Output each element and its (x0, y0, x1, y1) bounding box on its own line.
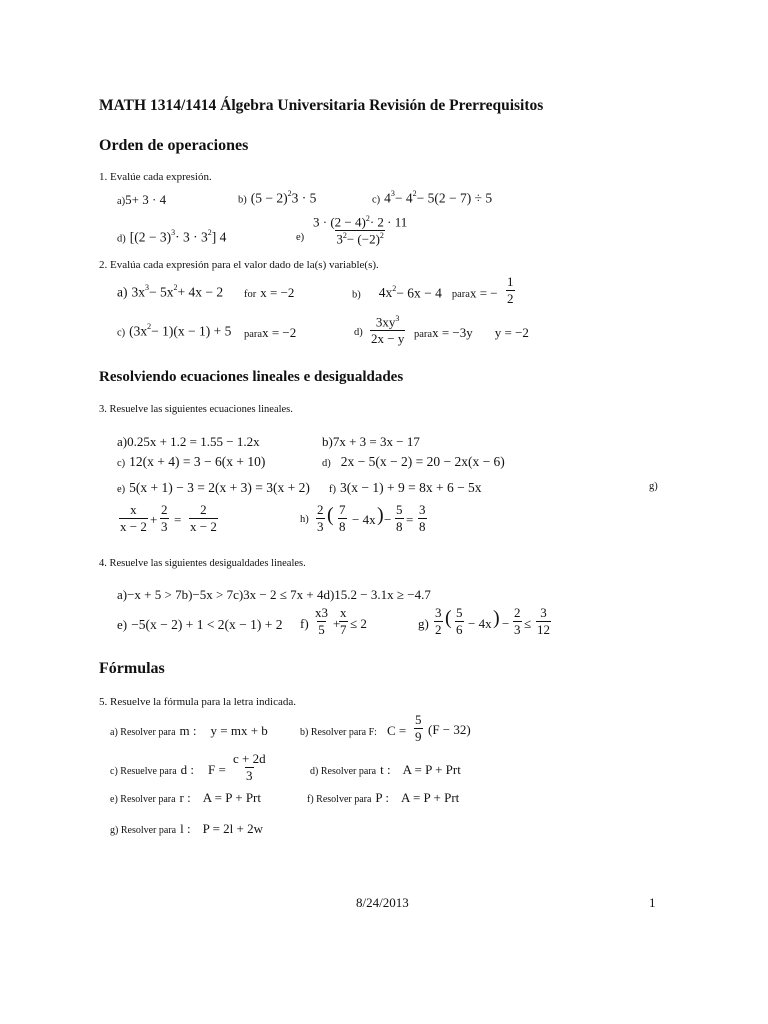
numerator: 3 (419, 502, 426, 517)
expression: 3x (131, 284, 145, 300)
problem-4f-label: f) (300, 616, 309, 631)
denominator: 2x − y (371, 331, 405, 347)
problem-4g-fraction-3 (513, 606, 522, 638)
para-label: para (451, 289, 470, 301)
relation: ≤ (524, 616, 532, 631)
expression: −5(x − 2) + 1 < 2(x − 1) + 2 (131, 617, 283, 632)
condition: x = − (469, 285, 498, 301)
denominator: 6 (456, 621, 463, 637)
denominator: x − 2 (190, 518, 217, 534)
expression: 3(x − 1) + 9 = 8x + 6 − 5x (340, 480, 482, 495)
label: e) Resolver para (110, 794, 176, 805)
problem-3h-fraction-2 (338, 503, 347, 535)
problem-1d (117, 228, 226, 246)
numerator: x3 (315, 605, 328, 620)
problem-3-instructions: 3. Resuelve las siguientes ecuaciones lineales. (99, 404, 293, 415)
expression: (3x (129, 323, 148, 339)
condition: y = −2 (494, 325, 529, 340)
problem-2b (352, 284, 498, 302)
problem-4g-fraction-2 (455, 606, 464, 638)
problem-1b (238, 189, 316, 207)
num-part: 3 · (2 − 4) (313, 214, 366, 230)
problem-5b-fraction (414, 713, 423, 745)
label: a) (117, 284, 128, 300)
problem-2d-label: d) (354, 327, 363, 338)
open-paren: ( (327, 504, 334, 526)
problem-3h-fraction-4 (418, 503, 427, 535)
problem-4e (117, 616, 283, 634)
problem-5d (310, 761, 461, 779)
expression: 5+ 3 · 4 (125, 192, 167, 207)
exponent: 2 (379, 231, 384, 241)
expression-rest: (F − 32) (428, 722, 471, 737)
denominator: 3 (161, 518, 168, 534)
problem-1a (117, 192, 166, 208)
exponent: 2 (342, 231, 347, 241)
problem-2-instructions: 2. Evalúa cada expresión para el valor dado de la(s) variable(s). (99, 259, 379, 271)
section-heading-orden: Orden de operaciones (99, 137, 249, 154)
expression: (5 − 2) (250, 190, 288, 206)
denominator: 2 (507, 290, 514, 306)
numerator: 2 (161, 502, 168, 517)
variable: P : (375, 790, 390, 805)
close-paren: ) (377, 504, 384, 526)
denominator: 3 (246, 767, 253, 783)
label: c) (117, 458, 126, 469)
relation: ≤ 2 (350, 616, 367, 631)
expression: C = (386, 723, 407, 738)
term: − 5x (149, 284, 174, 300)
condition: x = −3y (432, 325, 473, 340)
term: · 3 · 3 (175, 229, 208, 245)
expression: F = (208, 762, 226, 777)
numerator (375, 314, 401, 330)
expression-rest: − 6x − 4 (396, 285, 442, 301)
problem-3d (322, 453, 505, 471)
problem-2b-fraction (506, 275, 515, 307)
problem-5a (110, 722, 268, 740)
problem-3f (329, 479, 482, 497)
problem-4g-fraction-1 (434, 606, 443, 638)
label: d) (117, 233, 126, 245)
problem-1-instructions: 1. Evalúe cada expresión. (99, 171, 212, 183)
numerator: 2 (514, 605, 521, 620)
problem-3b: b)7x + 3 = 3x − 17 (322, 434, 420, 449)
problem-4f-fraction-1 (314, 606, 329, 638)
problem-5f (307, 789, 459, 807)
exponent: 2 (207, 228, 212, 237)
problem-5-instructions: 5. Resuelve la fórmula para la letra indicada. (99, 696, 296, 708)
problem-2c-condition (244, 324, 296, 342)
numerator: 5 (415, 712, 422, 727)
problem-3e (117, 479, 310, 497)
numerator: 3 (540, 605, 547, 620)
problem-4-instructions: 4. Resuelve las siguientes desigualdades lineales. (99, 558, 306, 569)
variable: r : (179, 790, 191, 805)
problem-3a: a)0.25x + 1.2 = 1.55 − 1.2x (117, 434, 260, 449)
problem-3h-fraction-3 (395, 503, 404, 535)
for-label: for (244, 289, 257, 300)
problem-4g-label: g) (418, 616, 429, 631)
exponent: 2 (412, 189, 417, 198)
label: a) (117, 196, 126, 207)
numerator: x (130, 502, 137, 517)
problem-1e-label: e) (296, 232, 305, 243)
denominator: 8 (396, 518, 403, 534)
problem-3g-label: g) (649, 481, 658, 492)
numerator: x (340, 605, 347, 620)
denominator (335, 230, 385, 247)
numerator: 2 (317, 502, 324, 517)
close-paren: ) (493, 607, 500, 629)
label: c) (372, 194, 381, 206)
equals-sign: = (174, 512, 182, 527)
expression: A = P + Prt (401, 790, 460, 805)
condition: x = −2 (260, 285, 295, 300)
variable: l : (180, 821, 191, 836)
exponent: 3 (390, 189, 395, 198)
page-number: 1 (649, 895, 656, 910)
expression: 4x (378, 285, 393, 301)
label: b) Resolver para F: (300, 727, 377, 738)
exponent: 2 (173, 283, 178, 292)
expression-rest: + 4x − 2 (177, 284, 224, 300)
equals-sign: = (406, 512, 414, 527)
numerator: 2 (200, 502, 207, 517)
num-rest: · 2 · 11 (369, 214, 408, 230)
denominator: x − 2 (120, 518, 147, 534)
numerator: 1 (507, 274, 514, 289)
plus-sign: + (333, 616, 341, 631)
denominator: 12 (537, 621, 550, 637)
problem-2a (117, 283, 223, 301)
label: c) (117, 327, 126, 339)
numerator: c + 2d (233, 751, 266, 766)
numerator: 3 (435, 605, 442, 620)
exponent: 2 (287, 189, 292, 198)
den-part: 3 (336, 231, 343, 247)
expression: P = 2l + 2w (202, 821, 263, 836)
footer-date: 8/24/2013 (356, 895, 409, 910)
problem-5c (110, 761, 226, 779)
expression: A = P + Prt (202, 790, 261, 805)
minus-sign: − (384, 512, 392, 527)
problem-1e-fraction (312, 214, 408, 247)
denominator: 9 (415, 728, 422, 744)
term: − 4x (352, 512, 376, 527)
num-part: 3xy (375, 314, 396, 330)
exponent: 2 (365, 214, 370, 223)
expression-rest: − 1)(x − 1) + 5 (151, 323, 232, 339)
problem-2d-condition (414, 324, 529, 342)
open-paren: ( (445, 607, 452, 629)
denominator: 8 (419, 518, 426, 534)
problem-4-abcd: a)−x + 5 > 7b)−5x > 7c)3x − 2 ≤ 7x + 4d)15.2 − 3.1x ≥ −4.7 (117, 587, 431, 602)
problem-3h-fraction-1 (316, 503, 325, 535)
numerator: 7 (339, 502, 346, 517)
problem-4f-fraction-2 (339, 606, 348, 638)
problem-5c-fraction (232, 752, 267, 784)
problem-3g-fraction-3 (189, 503, 218, 535)
expression-rest: − 5(2 − 7) ÷ 5 (416, 190, 493, 206)
label: d) (322, 458, 331, 469)
denominator: 5 (318, 621, 325, 637)
problem-5e (110, 789, 261, 807)
denominator: 3 (514, 621, 521, 637)
denominator: 3 (317, 518, 324, 534)
base: 4 (384, 190, 391, 206)
exponent: 2 (147, 322, 152, 331)
expression: [(2 − 3) (129, 229, 172, 245)
label: a) Resolver para (110, 727, 176, 738)
problem-2d-fraction (370, 314, 405, 347)
expression: 5(x + 1) − 3 = 2(x + 3) = 3(x + 2) (129, 480, 310, 495)
denominator: 8 (339, 518, 346, 534)
label: g) Resolver para (110, 825, 177, 836)
term: − 4x (468, 616, 492, 631)
label: d) Resolver para (310, 766, 377, 777)
label: b) (238, 194, 247, 206)
den-part: − (−2) (346, 231, 380, 247)
label: b) (352, 289, 361, 301)
para-label: para (414, 329, 433, 340)
problem-4g-fraction-4 (536, 606, 551, 638)
variable: d : (180, 762, 195, 777)
term: − 4 (394, 190, 413, 206)
numerator (312, 214, 408, 230)
variable: t : (380, 762, 391, 777)
label: f) (329, 484, 336, 495)
label: e) (117, 484, 126, 495)
variable: m : (179, 723, 197, 738)
problem-3g-fraction-2 (160, 503, 169, 535)
expression: y = mx + b (210, 723, 268, 738)
label: e) (117, 617, 128, 632)
condition: x = −2 (262, 325, 297, 340)
denominator: 7 (340, 621, 347, 637)
exponent: 3 (171, 228, 176, 237)
exponent: 3 (395, 314, 400, 323)
plus-sign: + (150, 512, 158, 527)
denominator: 2 (435, 621, 442, 637)
problem-3h-label: h) (300, 514, 309, 525)
expression: 2x − 5(x − 2) = 20 − 2x(x − 6) (340, 454, 505, 469)
exponent: 3 (145, 283, 149, 292)
minus-sign: − (502, 616, 510, 631)
problem-5b (300, 722, 406, 740)
para-label: para (244, 329, 263, 340)
numerator: 5 (396, 502, 403, 517)
expression: A = P + Prt (402, 762, 461, 777)
section-heading-ecuaciones: Resolviendo ecuaciones lineales e desigualdades (99, 369, 404, 385)
expression-rest: 3 · 5 (291, 190, 317, 206)
problem-1c (372, 189, 492, 207)
label: f) Resolver para (307, 794, 372, 805)
expression-rest: ] 4 (211, 229, 227, 245)
problem-3c (117, 453, 265, 471)
expression: 12(x + 4) = 3 − 6(x + 10) (129, 454, 266, 469)
problem-5g (110, 820, 263, 838)
label: c) Resuelve para (110, 766, 177, 777)
problem-2c (117, 322, 231, 340)
section-heading-formulas: Fórmulas (99, 660, 165, 677)
page-title: MATH 1314/1414 Álgebra Universitaria Revisión de Prerrequisitos (99, 97, 544, 114)
exponent: 2 (392, 284, 397, 293)
problem-3g-fraction-1 (119, 503, 148, 535)
problem-2a-condition (244, 284, 294, 302)
numerator: 5 (456, 605, 463, 620)
